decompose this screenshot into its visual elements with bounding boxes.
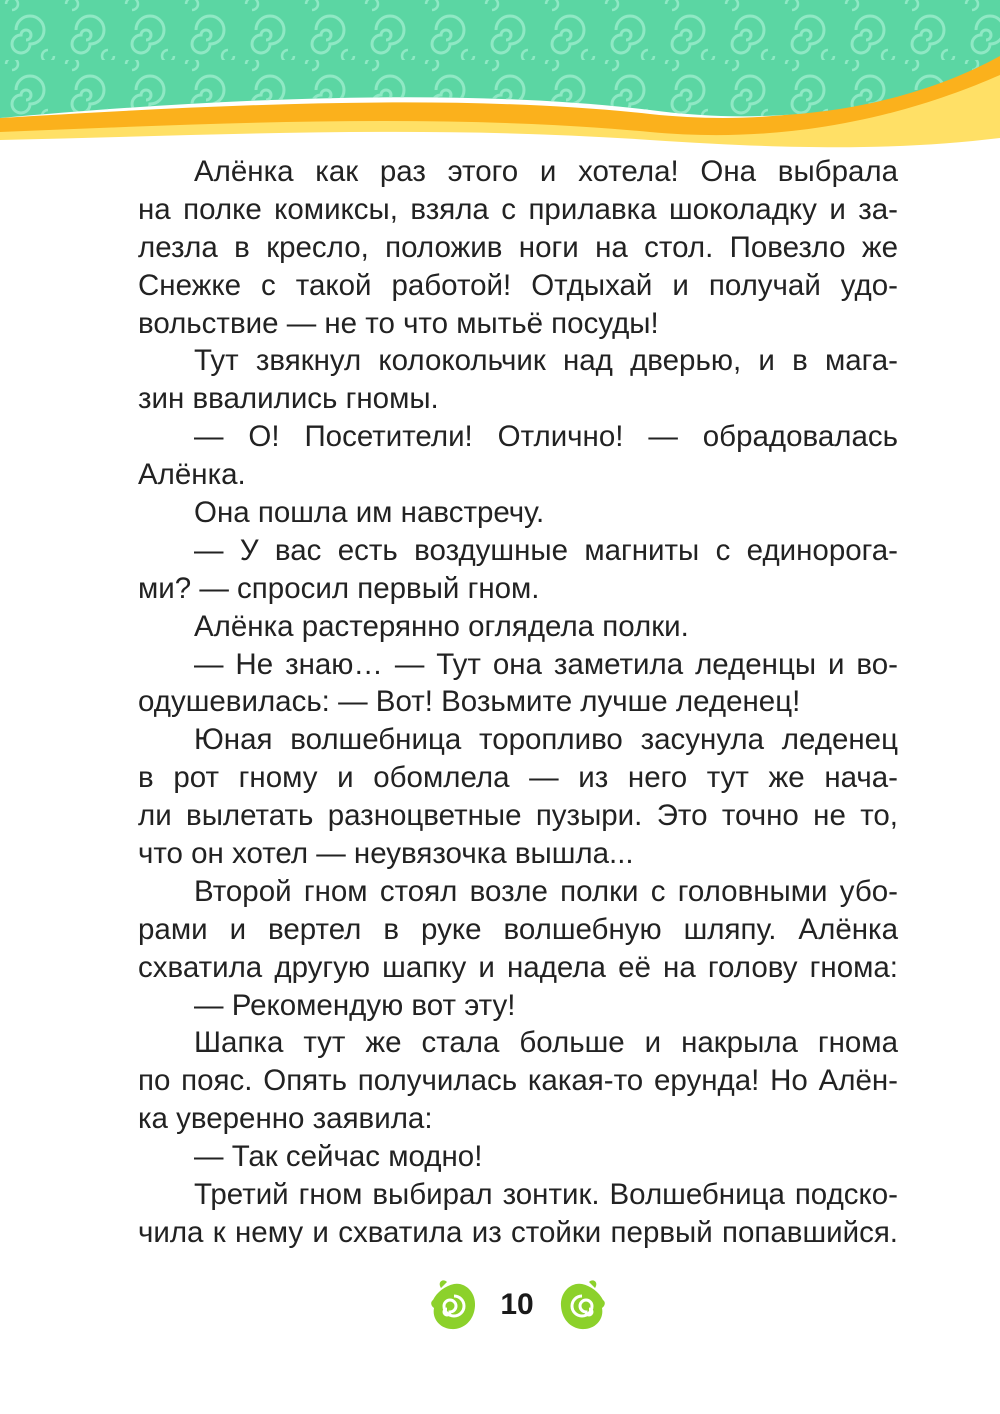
swirl-icon: [0, 0, 1000, 118]
text-line: Второй гном стоял возле полки с головными убо-: [194, 874, 898, 908]
text-line: что он хотел — неувязочка вышла...: [138, 837, 634, 871]
text-line: Алёнка как раз этого и хотела! Она выбрала: [194, 155, 898, 188]
text-line: Алёнка.: [138, 458, 246, 492]
text-line: чила к нему и схватила из стойки первый попавшийся.: [138, 1215, 898, 1249]
text-line: — Так сейчас модно!: [194, 1140, 483, 1174]
text-line: Тут звякнул колокольчик над дверью, и в мага-: [194, 344, 898, 378]
text-line: Снежке с такой работой! Отдыхай и получай удо-: [138, 268, 898, 302]
text-line: по пояс. Опять получилась какая-то ерунда! Но Алён-: [138, 1064, 898, 1098]
text-line: ли вылетать разноцветные пузыри. Это точно не то,: [138, 799, 898, 833]
text-line: ка уверенно заявила:: [138, 1102, 433, 1136]
text-line: рами и вертел в руке волшебную шляпу. Алёнка: [138, 912, 898, 946]
text-line: лезла в кресло, положив ноги на стол. Повезло же: [138, 230, 898, 264]
text-line: Алёнка растерянно оглядела полки.: [194, 609, 689, 643]
text-line: Юная волшебница торопливо засунула леденец: [194, 723, 898, 757]
page-number: 10: [500, 1288, 534, 1321]
text-line: вольствие — не то что мытьё посуды!: [138, 306, 659, 340]
text-line: Шапка тут же стала больше и накрыла гнома: [194, 1026, 898, 1060]
story-text: [138, 153, 898, 1252]
text-line: схватила другую шапку и надела её на голову гнома:: [138, 950, 898, 984]
text-line: — Рекомендую вот эту!: [194, 988, 516, 1022]
text-line: — Не знаю… — Тут она заметила леденцы и во-: [194, 647, 898, 681]
text-line: Третий гном выбирал зонтик. Волшебница подско-: [194, 1178, 898, 1212]
text-line: одушевилась: — Вот! Возьмите лучше леденец!: [138, 685, 801, 719]
text-line: Она пошла им навстречу.: [194, 496, 545, 530]
page-footer: [0, 1278, 1000, 1338]
text-line: в рот гному и обомлела — из него тут же нача-: [138, 761, 898, 795]
text-line: на полке комиксы, взяла с прилавка шоколадку и за-: [138, 192, 898, 226]
text-line: зин ввалились гномы.: [138, 382, 439, 416]
leaf-swirl-icon: [557, 1278, 607, 1334]
text-line: — О! Посетители! Отлично! — обрадовалась: [194, 420, 898, 454]
header-decoration: [0, 0, 1000, 150]
leaf-swirl-icon: [429, 1278, 479, 1334]
text-line: — У вас есть воздушные магниты с единорога-: [194, 533, 898, 567]
text-line: ми? — спросил первый гном.: [138, 571, 540, 605]
